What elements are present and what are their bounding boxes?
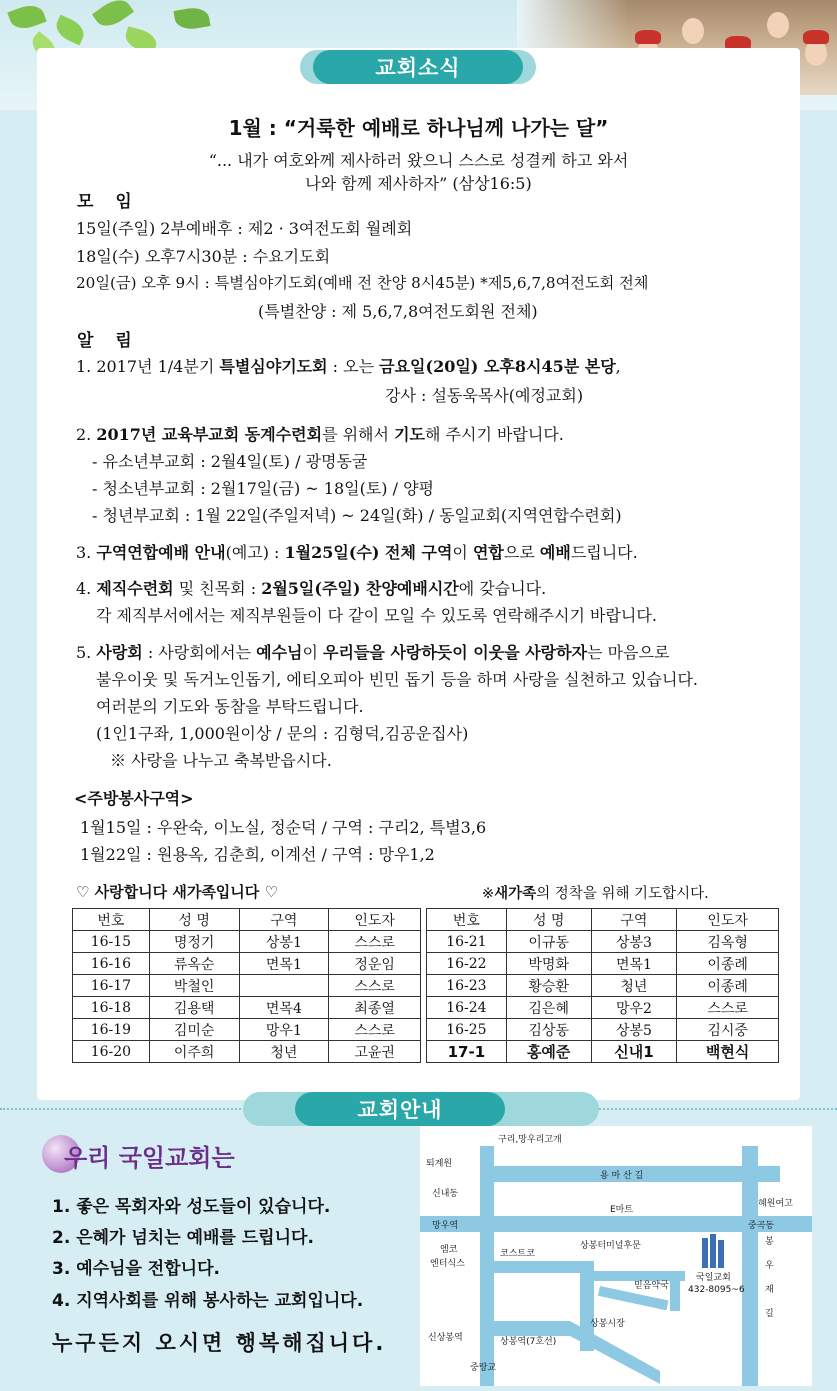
church-title: 우리 국일교회는: [64, 1144, 235, 1172]
col-header: 번호: [73, 909, 150, 931]
map-label-sangbong_st: 상봉역(7호선): [500, 1337, 557, 1347]
map-label-sinsangbong: 신상봉역: [428, 1333, 463, 1343]
notices-heading: 알 림: [77, 331, 140, 351]
map-label-toegyewon: 퇴계원: [426, 1159, 453, 1169]
verse-line: “... 내가 여호와께 제사하러 왔으니 스스로 성결케 하고 와서: [208, 151, 629, 170]
notice-5-detail: ※ 사랑을 나누고 축복받읍시다.: [110, 751, 332, 770]
map-label-sangbong_mkt: 상봉시장: [590, 1319, 625, 1329]
location-map: [420, 1126, 812, 1386]
table-row: 16-23 황승환 청년 이종례: [427, 975, 779, 997]
map-label-guri: 구리,망우리고개: [498, 1135, 562, 1145]
map-label-jungnang: 중랑교: [470, 1363, 497, 1373]
newcomers-heading: ♡ 사랑합니다 새가족입니다 ♡: [76, 883, 278, 901]
table-row: 16-24 김은혜 망우2 스스로: [427, 997, 779, 1019]
table-row: 16-18 김용택 면목4 최종열: [73, 997, 421, 1019]
map-label-yongmasan: 용 마 산 길: [600, 1171, 644, 1181]
slogan: 누구든지 오시면 행복해집니다.: [52, 1331, 387, 1355]
church-point: 3. 예수님을 전합니다.: [52, 1259, 220, 1279]
map-label-terminal: 상봉터미널후문: [580, 1241, 641, 1251]
news-badge: 교회소식: [313, 50, 523, 84]
table-row: 16-15 명정기 상봉1 스스로: [73, 931, 421, 953]
map-label-mangu_st: 망우역: [432, 1221, 459, 1231]
notice-4-detail: 각 제직부서에서는 제직부원들이 다 같이 모일 수 있도록 연락해주시기 바랍니다.: [96, 606, 657, 625]
table-row: 17-1 홍예준 신내1 백현식: [427, 1041, 779, 1063]
notice-5-detail: (1인1구좌, 1,000원이상 / 문의 : 김형덕,김공운집사): [96, 724, 469, 743]
col-header: 인도자: [329, 909, 421, 931]
kitchen-line: 1월22일 : 원용옥, 김춘희, 이계선 / 구역 : 망우1,2: [80, 845, 435, 864]
map-label-costco: 코스트코: [500, 1249, 535, 1259]
map-label-church: 국일교회: [696, 1273, 731, 1283]
church-point: 4. 지역사회를 위해 봉사하는 교회입니다.: [52, 1291, 364, 1311]
church-point: 1. 좋은 목회자와 성도들이 있습니다.: [52, 1197, 331, 1217]
meeting-line: 15일(주일) 2부예배후 : 제2 · 3여전도회 월례회: [76, 219, 413, 238]
table-row: 16-19 김미순 망우1 스스로: [73, 1019, 421, 1041]
table-row: 16-22 박명화 면목1 이종례: [427, 953, 779, 975]
retreat-item: - 유소년부교회 : 2월4일(토) / 광명동굴: [92, 452, 368, 471]
meeting-line: 18일(수) 오후7시30분 : 수요기도회: [76, 247, 331, 266]
notice-1: 1. 2017년 1/4분기 특별심야기도회 : 오는 금요일(20일) 오후8시45분 본당,: [76, 357, 621, 376]
map-label-emart: E마트: [610, 1205, 634, 1215]
table-row: 16-20 이주희 청년 고윤권: [73, 1041, 421, 1063]
notice-3: 3. 구역연합예배 안내(예고) : 1월25일(수) 전체 구역이 연합으로 예배드립니다.: [76, 543, 638, 562]
kitchen-heading: <주방봉사구역>: [74, 789, 194, 808]
retreat-item: - 청년부교회 : 1월 22일(주일저녁) ~ 24일(화) / 동일교회(지역연합수련회): [92, 506, 622, 525]
map-label-phone: 432-8095~6: [688, 1285, 745, 1295]
notice-1-speaker: 강사 : 설동욱목사(예정교회): [385, 386, 584, 405]
verse-line: 나와 함께 제사하자” (삼상16:5): [305, 174, 532, 193]
map-label-sinnaedong: 신내동: [432, 1189, 459, 1199]
map-label-mideum: 믿음약국: [634, 1281, 669, 1291]
newcomers-table-right: [426, 908, 779, 1063]
col-header: 성 명: [149, 909, 239, 931]
table-row: 16-17 박철인 스스로: [73, 975, 421, 997]
meeting-line: 20일(금) 오후 9시 : 특별심야기도회(예배 전 찬양 8시45분) *제5,6,7,8여전도회 전체: [76, 274, 649, 292]
map-label-emco1: 엠코: [440, 1245, 458, 1255]
notice-5-detail: 불우이웃 및 독거노인돕기, 에티오피아 빈민 돕기 등을 하며 사랑을 실천하고 있습니다.: [96, 670, 698, 689]
col-header: 인도자: [677, 909, 779, 931]
month-title: 1월 : “거룩한 예배로 하나님께 나가는 달”: [228, 116, 609, 140]
meeting-line: (특별찬양 : 제 5,6,7,8여전도회원 전체): [258, 302, 538, 321]
newcomers-table-left: [72, 908, 421, 1063]
map-label-bongu: 봉: [765, 1237, 774, 1247]
map-label-bongu: 우: [765, 1261, 774, 1271]
notice-5-detail: 여러분의 기도와 동참을 부탁드립니다.: [96, 697, 364, 716]
notice-2: 2. 2017년 교육부교회 동계수련회를 위해서 기도해 주시기 바랍니다.: [76, 425, 564, 444]
retreat-item: - 청소년부교회 : 2월17일(금) ~ 18일(토) / 양평: [92, 479, 434, 498]
table-row: 16-25 김상동 상봉5 김시중: [427, 1019, 779, 1041]
map-label-hyewon: 혜원여고: [758, 1199, 793, 1209]
meetings-heading: 모 임: [77, 192, 140, 212]
map-label-bongu: 재: [765, 1285, 774, 1295]
table-row: 16-21 이규동 상봉3 김옥형: [427, 931, 779, 953]
col-header: 구역: [591, 909, 677, 931]
table-row: 16-16 류옥순 면목1 정운임: [73, 953, 421, 975]
kitchen-line: 1월15일 : 우완숙, 이노실, 정순덕 / 구역 : 구리2, 특별3,6: [80, 818, 487, 837]
map-label-bongu: 길: [765, 1309, 774, 1319]
col-header: 번호: [427, 909, 507, 931]
col-header: 구역: [239, 909, 329, 931]
notice-5: 5. 사랑회 : 사랑회에서는 예수님이 우리들을 사랑하듯이 이웃을 사랑하자는 마음으로: [76, 643, 670, 662]
guide-badge: 교회안내: [295, 1092, 505, 1126]
col-header: 성 명: [506, 909, 591, 931]
notice-4: 4. 제직수련회 및 친목회 : 2월5일(주일) 찬양예배시간에 갖습니다.: [76, 579, 547, 598]
map-label-emco2: 엔터식스: [430, 1259, 465, 1269]
map-label-junggok: 중곡동: [748, 1221, 775, 1231]
church-point: 2. 은혜가 넘치는 예배를 드립니다.: [52, 1228, 314, 1248]
newcomers-note: ※새가족의 정착을 위해 기도합시다.: [482, 885, 709, 902]
